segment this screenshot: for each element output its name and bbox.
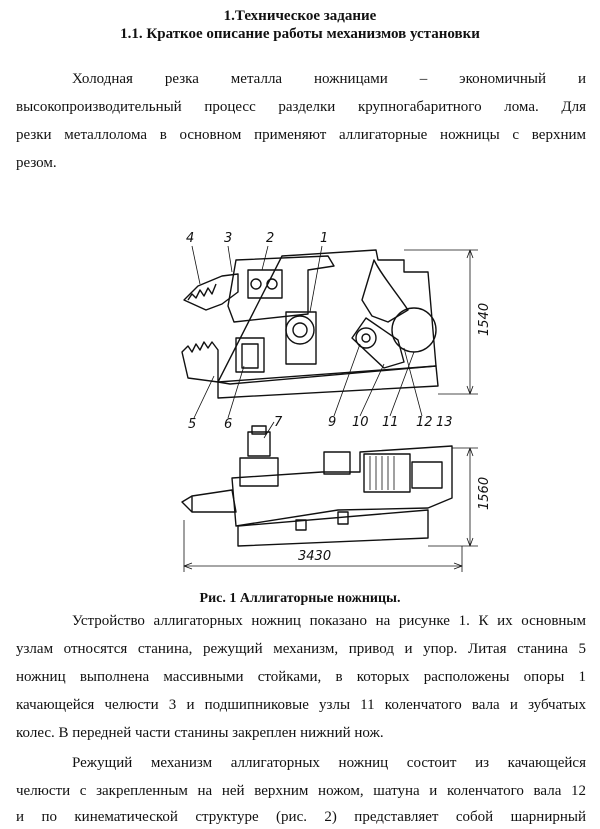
body2-line-1: Режущий механизм аллигаторных ножниц состоит из качающейся xyxy=(72,755,586,771)
dimension-length: 3430 xyxy=(298,549,332,564)
intro-line-4: резом. xyxy=(16,155,57,171)
intro-line-2: высокопроизводительный процесс разделки крупногабаритного лома. Для xyxy=(16,99,586,115)
body1-line-4: качающейся челюсти 3 и подшипниковые узлы 11 коленчатого вала и зубчатых xyxy=(16,697,586,713)
body1-line-2: узлам относятся станина, режущий механизм, привод и упор. Литая станина 5 xyxy=(16,641,586,657)
body1-line-5: колес. В передней части станины закреплен нижний нож. xyxy=(16,725,384,741)
body2-line-3: и по кинематической структуре (рис. 2) представляет собой шарнирный xyxy=(16,809,586,825)
fig-label-1: 1 xyxy=(320,231,329,246)
body1-line-3: ножниц выполнена массивными стойками, в которых расположены опоры 1 xyxy=(16,669,586,685)
fig-label-13: 13 xyxy=(436,415,453,430)
fig-label-4: 4 xyxy=(186,231,195,246)
alligator-shears-drawing xyxy=(178,226,504,578)
intro-line-1: Холодная резка металла ножницами – экономичный и xyxy=(72,71,586,87)
fig-label-6: 6 xyxy=(224,417,233,432)
fig-label-2: 2 xyxy=(266,231,275,246)
intro-line-3: резки металлолома в основном применяют аллигаторные ножницы с верхним xyxy=(16,127,586,143)
dimension-height-top: 1540 xyxy=(477,302,492,336)
fig-label-3: 3 xyxy=(224,231,233,246)
fig-label-10: 10 xyxy=(352,415,369,430)
subsection-heading: 1.1. Краткое описание работы механизмов установки xyxy=(120,26,480,42)
fig-label-9: 9 xyxy=(328,415,337,430)
fig-label-11: 11 xyxy=(382,415,399,430)
body1-line-1: Устройство аллигаторных ножниц показано на рисунке 1. К их основным xyxy=(72,613,586,629)
section-heading: 1.Техническое задание xyxy=(223,8,377,24)
fig-label-12: 12 xyxy=(416,415,433,430)
figure-caption: Рис. 1 Аллигаторные ножницы. xyxy=(199,591,401,606)
fig-label-5: 5 xyxy=(188,417,197,432)
body2-line-2: челюсти с закрепленным на ней верхним ножом, шатуна и коленчатого вала 12 xyxy=(16,783,586,799)
fig-label-7: 7 xyxy=(274,415,283,430)
dimension-height-bottom: 1560 xyxy=(477,476,492,510)
